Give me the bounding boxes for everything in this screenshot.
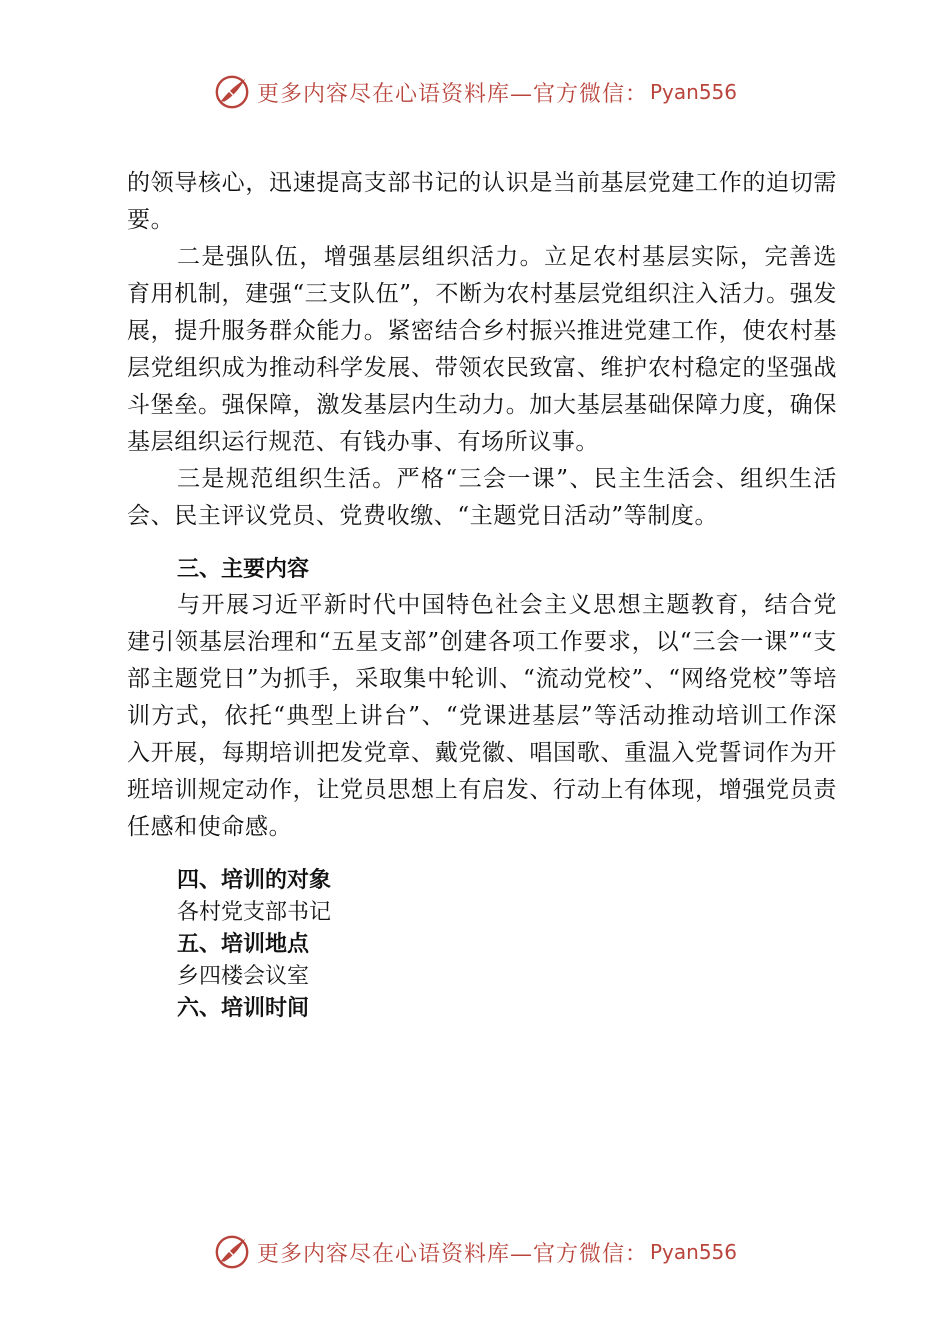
watermark-text: 更多内容尽在心语资料库—官方微信： [256, 1241, 648, 1267]
header-watermark [0, 72, 950, 112]
section-heading-3: 三、主要内容 [177, 557, 310, 582]
watermark-text: 更多内容尽在心语资料库—官方微信： [256, 81, 648, 107]
training-location: 乡四楼会议室 [177, 964, 310, 989]
training-target: 各村党支部书记 [177, 900, 332, 925]
paragraph-1: 的领导核心，迅速提高支部书记的认识是当前基层党建工作的迫切需要。 [127, 170, 837, 233]
section-heading-5: 五、培训地点 [177, 932, 310, 957]
section-heading-4: 四、培训的对象 [177, 868, 332, 893]
watermark-wechat-id: Pyan556 [650, 80, 738, 104]
quill-logo-icon [213, 1233, 251, 1271]
paragraph-3: 三是规范组织生活。严格“三会一课”、民主生活会、组织生活会、民主评议党员、党费收缴、“主题党日活动”等制度。 [127, 466, 837, 529]
section-heading-6: 六、培训时间 [177, 996, 310, 1021]
paragraph-4: 与开展习近平新时代中国特色社会主义思想主题教育，结合党建引领基层治理和“五星支部”创建各项工作要求，以“三会一课”“支部主题党日”为抓手，采取集中轮训、“流动党校”、“网络党校”等培训方式，依托“典型上讲台”、“党课进基层”等活动推动培训工作深入开展，每期培训把发党章、戴党徽、唱国歌、重温入党誓词作为开班培训规定动作，让党员思想上有启发、行动上有体现，增强党员责任感和使命感。 [127, 592, 837, 840]
paragraph-2: 二是强队伍，增强基层组织活力。立足农村基层实际，完善选育用机制，建强“三支队伍”，不断为农村基层党组织注入活力。强发展，提升服务群众能力。紧密结合乡村振兴推进党建工作，使农村基层党组织成为推动科学发展、带领农民致富、维护农村稳定的坚强战斗堡垒。强保障，激发基层内生动力。加大基层基础保障力度，确保基层组织运行规范、有钱办事、有场所议事。 [127, 244, 837, 455]
watermark-wechat-id: Pyan556 [650, 1240, 738, 1264]
footer-watermark [0, 1232, 950, 1272]
document-body [127, 165, 837, 1026]
quill-logo-icon [213, 73, 251, 111]
